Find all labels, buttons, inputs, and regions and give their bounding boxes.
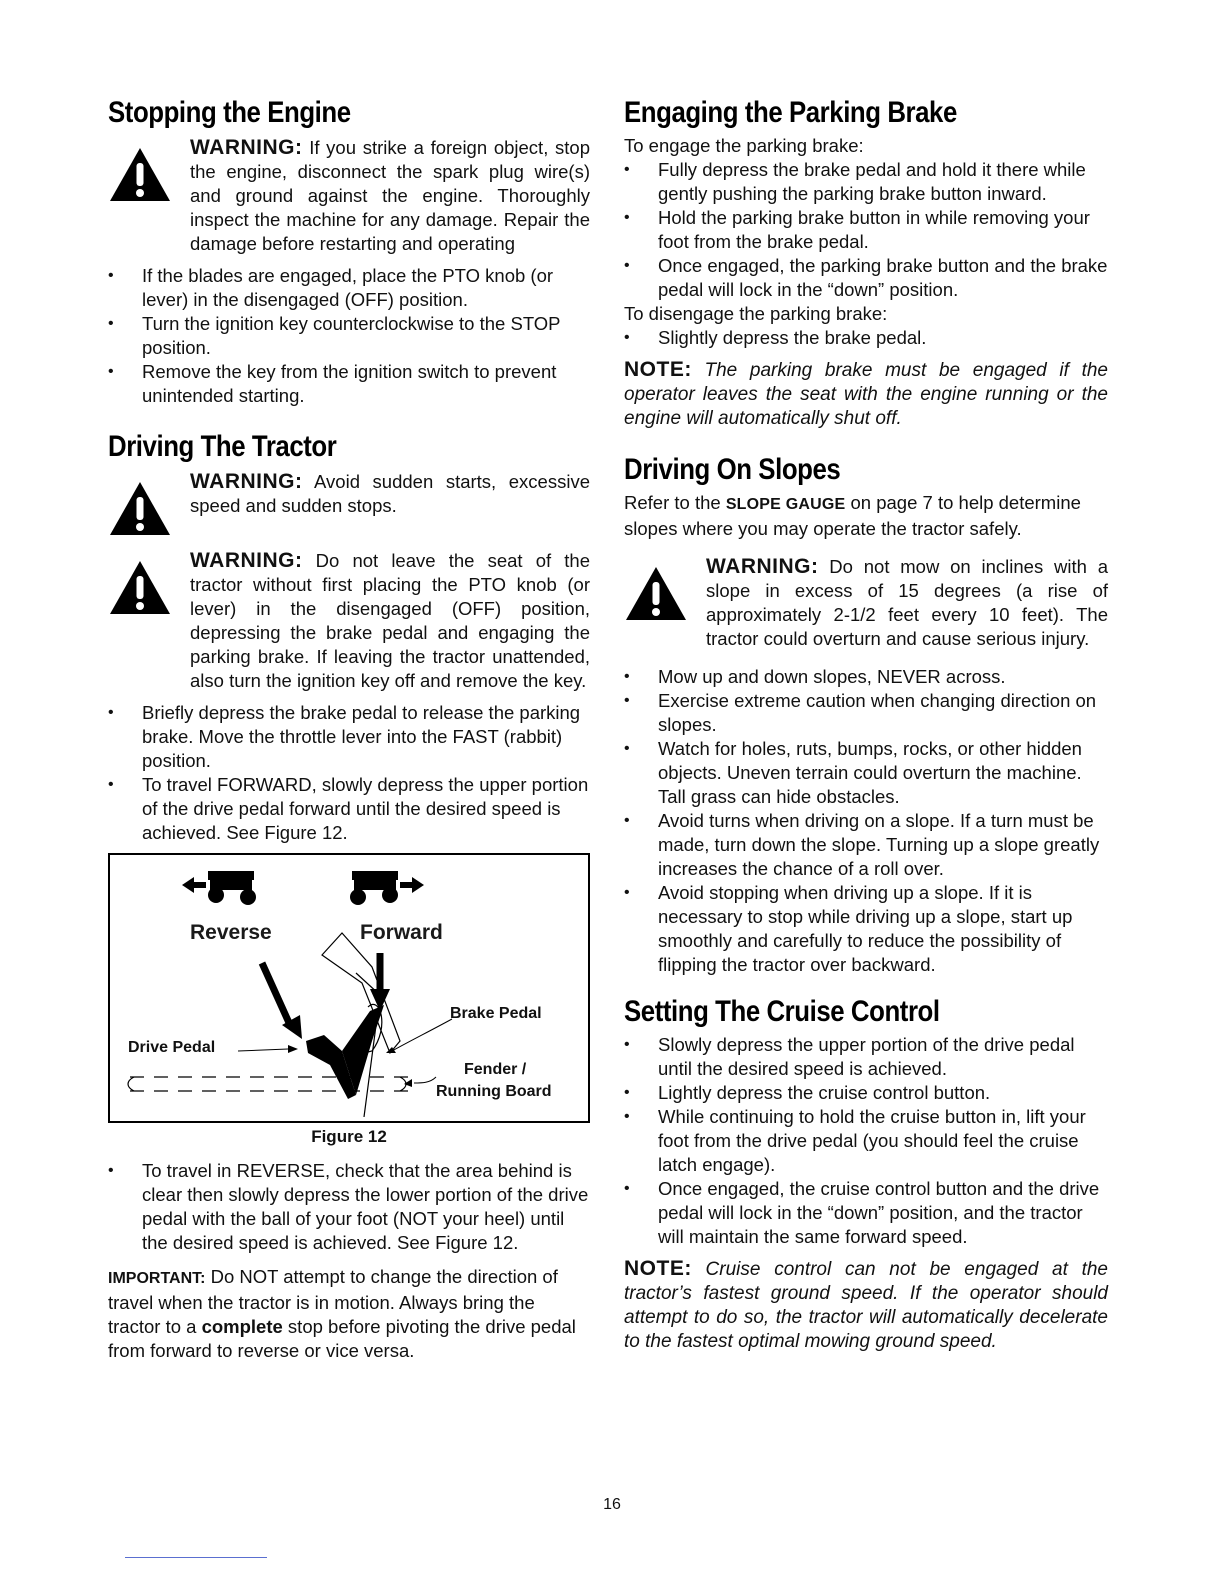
bullet-list — [108, 1159, 590, 1255]
list-item: • Avoid stopping when driving up a slope. If it is necessary to stop while driving up a slope, start up smoothly and carefully to reduce the possibility of flipping the tractor over backward. — [624, 881, 1108, 977]
bullet-list — [624, 158, 1108, 302]
warning-block — [108, 549, 590, 693]
forward-label: Forward — [360, 921, 443, 944]
section-title-parking-brake: Engaging the Parking Brake — [624, 96, 957, 129]
list-item: • To travel FORWARD, slowly depress the upper portion of the drive pedal forward until the desired speed is achieved. See Figure 12. — [108, 773, 590, 845]
bullet-list — [108, 701, 590, 845]
list-item: • To travel in REVERSE, check that the area behind is clear then slowly depress the lower portion of the drive pedal with the ball of your foot (NOT your heel) until the desired speed is achieved. See Figure 12. — [108, 1159, 590, 1255]
list-item: • If the blades are engaged, place the PTO knob (or lever) in the disengaged (OFF) position. — [108, 264, 590, 312]
section-title-stopping-engine: Stopping the Engine — [108, 96, 351, 129]
intro-text: To disengage the parking brake: — [624, 303, 888, 324]
figure-12 — [108, 853, 590, 1123]
warning-block — [624, 555, 1108, 651]
list-item: • Lightly depress the cruise control button. — [624, 1081, 1108, 1105]
list-item: • Watch for holes, ruts, bumps, rocks, or other hidden objects. Uneven terrain could overturn the machine. Tall grass can hide obstacles. — [624, 737, 1108, 809]
warning-block — [108, 470, 590, 541]
warning-text: WARNING: If you strike a foreign object, stop the engine, disconnect the spark plug wire(s) and ground against the engine. Thoroughly inspect the machine for any damage. Repair the damage before restarting and operating — [190, 136, 590, 254]
fender-label: Fender / — [464, 1061, 527, 1078]
reverse-label: Reverse — [190, 921, 272, 944]
footer-rule — [125, 1557, 267, 1558]
list-item: • Fully depress the brake pedal and hold it there while gently pushing the parking brake button inward. — [624, 158, 1108, 206]
bullet-list — [624, 326, 1108, 350]
reverse-tractor-icon — [182, 871, 256, 905]
drive-pedal-label: Drive Pedal — [128, 1039, 216, 1056]
warning-triangle-icon — [624, 555, 706, 626]
figure-caption: Figure 12 — [311, 1127, 387, 1146]
list-item: • Slightly depress the brake pedal. — [624, 326, 1108, 350]
list-item: • Turn the ignition key counterclockwise to the STOP position. — [108, 312, 590, 360]
intro-text: Refer to the SLOPE GAUGE on page 7 to help determine slopes where you may operate the tractor safely. — [624, 492, 1081, 539]
list-item: • Briefly depress the brake pedal to release the parking brake. Move the throttle lever into the FAST (rabbit) position. — [108, 701, 590, 773]
right-column — [624, 96, 1108, 1354]
section-title-driving-slopes: Driving On Slopes — [624, 453, 841, 486]
list-item: • Once engaged, the parking brake button and the brake pedal will lock in the “down” position. — [624, 254, 1108, 302]
list-item: • While continuing to hold the cruise button in, lift your foot from the drive pedal (you should feel the cruise latch engage). — [624, 1105, 1108, 1177]
bullet-list — [108, 264, 590, 408]
warning-block — [108, 136, 590, 256]
section-title-driving-tractor: Driving The Tractor — [108, 430, 337, 463]
left-column — [108, 96, 590, 1363]
list-item: • Once engaged, the cruise control button and the drive pedal will lock in the “down” position, and the tractor will maintain the same forward speed. — [624, 1177, 1108, 1249]
running-board-label: Running Board — [436, 1083, 552, 1100]
bullet-list — [624, 665, 1108, 977]
warning-triangle-icon — [108, 136, 190, 207]
warning-text: WARNING: Do not leave the seat of the tractor without first placing the PTO knob (or lever) in the disengaged (OFF) position, depressing the brake pedal and engaging the parking brake. If leaving the tractor unattended, also turn the ignition key off and remove the key. — [190, 549, 590, 691]
list-item: • Mow up and down slopes, NEVER across. — [624, 665, 1108, 689]
page-number: 16 — [603, 1496, 621, 1513]
intro-text: To engage the parking brake: — [624, 135, 864, 156]
warning-text: WARNING: Avoid sudden starts, excessive speed and sudden stops. — [190, 470, 590, 516]
important-paragraph: IMPORTANT: Do NOT attempt to change the direction of travel when the tractor is in motion. Always bring the tractor to a complete stop before pivoting the drive pedal from forward to reverse or vice versa. — [108, 1266, 576, 1361]
note-paragraph: NOTE: The parking brake must be engaged if the operator leaves the seat with the engine running or the engine will automatically shut off. — [624, 358, 1108, 429]
list-item: • Slowly depress the upper portion of the drive pedal until the desired speed is achieved. — [624, 1033, 1108, 1081]
list-item: • Avoid turns when driving on a slope. If a turn must be made, turn down the slope. Turning up a slope greatly increases the chance of a roll over. — [624, 809, 1108, 881]
list-item: • Exercise extreme caution when changing direction on slopes. — [624, 689, 1108, 737]
list-item: • Hold the parking brake button in while removing your foot from the brake pedal. — [624, 206, 1108, 254]
bullet-list — [624, 1033, 1108, 1249]
list-item: • Remove the key from the ignition switch to prevent unintended starting. — [108, 360, 590, 408]
section-title-cruise-control: Setting The Cruise Control — [624, 995, 940, 1028]
warning-triangle-icon — [108, 549, 190, 620]
note-paragraph: NOTE: Cruise control can not be engaged at the tractor’s fastest ground speed. If the operator should attempt to do so, the tractor will automatically decelerate to the fastest optimal mowing ground speed. — [624, 1257, 1108, 1352]
warning-triangle-icon — [108, 470, 190, 541]
forward-tractor-icon — [350, 871, 424, 905]
brake-pedal-label: Brake Pedal — [450, 1005, 542, 1022]
warning-text: WARNING: Do not mow on inclines with a slope in excess of 15 degrees (a rise of approximately 2-1/2 feet every 10 feet). The tractor could overturn and cause serious injury. — [706, 555, 1108, 649]
